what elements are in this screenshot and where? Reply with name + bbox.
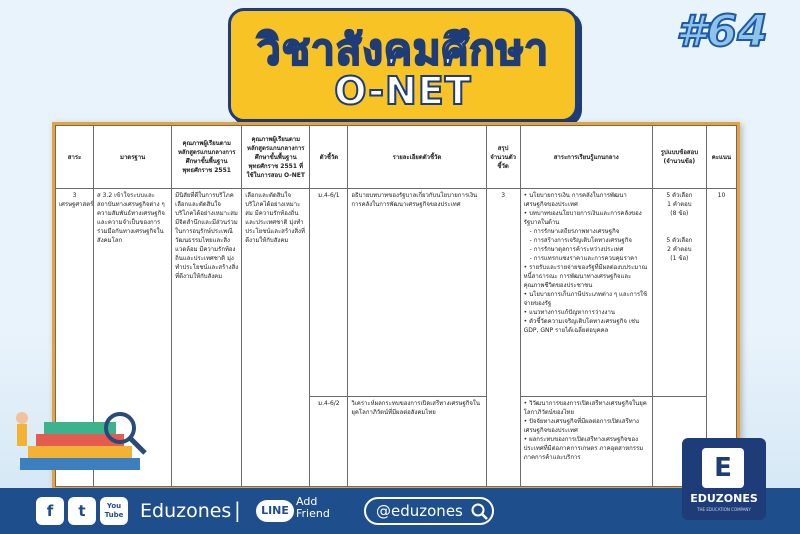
col-header: มาตรฐาน <box>94 126 172 189</box>
indicator-detail-cell: อธิบายบทบาทของรัฐบาลเกี่ยวกับนโยบายการเงิน การคลังในการพัฒนาเศรษฐกิจของประเทศ <box>348 189 486 397</box>
col-header: สาระ <box>56 126 94 189</box>
content-item: • ตัวชี้วัดความเจริญเติบโตทางเศรษฐกิจ เช่น GDP, GNP รายได้เฉลี่ยต่อบุคคล <box>523 318 640 334</box>
strand-cell: 3 เศรษฐศาสตร์ <box>56 189 94 487</box>
indicator-cell: ม.4-6/1 <box>310 189 348 397</box>
content-item: • ผลกระทบของการเปิดเสรีทางเศรษฐกิจของประเทศที่มีต่อภาคการเกษตร ภาคอุตสาหกรรม ภาคการค้าและบริการ <box>523 436 644 461</box>
youtube-icon[interactable]: You Tube <box>100 497 128 525</box>
standard-cell: ส 3.2 เข้าใจระบบและสถาบันทางเศรษฐกิจต่าง ๆ ความสัมพันธ์ทางเศรษฐกิจ และความจำเป็นของการร่วมมือกันทางเศรษฐกิจในสังคมโลก <box>94 189 172 487</box>
footer-separator: | <box>234 498 241 522</box>
quality-cell: มีนิสัยที่ดีในการบริโภค เลือกและตัดสินใจบริโภคได้อย่างเหมาะสม มีจิตสำนึกและมีส่วนร่วมในการอนุรักษ์ประเพณีวัฒนธรรมไทยและสิ่งแวดล้อม มีความรักท้องถิ่นและประเทศชาติ มุ่งทำประโยชน์และสร้างสิ่งที่ดีงามให้กับสังคม <box>172 189 242 487</box>
add-friend-line: Friend <box>296 507 330 520</box>
book-icon <box>20 458 140 470</box>
add-friend-label[interactable] <box>296 496 330 520</box>
logo-name: EDUZONES <box>690 492 758 505</box>
col-header: รายละเอียดตัวชี้วัด <box>348 126 486 189</box>
core-content-cell <box>520 397 652 487</box>
exam-format-cell <box>652 189 706 397</box>
add-friend-line: Add <box>296 495 318 508</box>
col-header: คะแนน <box>706 126 736 189</box>
format-line: 1 คำตอบ <box>667 201 692 208</box>
facebook-icon[interactable]: f <box>36 497 64 525</box>
summary-count-cell: 3 <box>486 189 520 487</box>
title-line-2: O-NET <box>334 69 472 113</box>
content-item: • บทบาทของนโยบายการเงินและการคลังของรัฐบาลในด้าน <box>523 210 642 226</box>
logo-letter: E <box>702 448 744 488</box>
core-content-cell <box>520 189 652 397</box>
content-item: • นโยบายการเงิน การคลังในการพัฒนาเศรษฐกิจของประเทศ <box>523 192 627 208</box>
table-row <box>56 189 737 397</box>
col-header: สรุปจำนวนตัวชี้วัด <box>486 126 520 189</box>
col-header: คุณภาพผู้เรียนตามหลักสูตรแกนกลางการศึกษาขั้นพื้นฐาน พุทธศักราช 2551 ที่ใช้ในการสอบ O-NET <box>242 126 310 189</box>
logo-tagline: THE EDUCATION COMPANY <box>697 507 751 512</box>
content-item: • รายรับและรายจ่ายของรัฐที่มีผลต่องบประมาณ หนี้สาธารณะ การพัฒนาทางเศรษฐกิจและคุณภาพชีวิตของประชาชน <box>523 264 648 289</box>
title-line-1: วิชาสังคมศึกษา <box>257 25 549 74</box>
search-icon[interactable] <box>470 502 490 520</box>
indicator-detail-cell: วิเคราะห์ผลกระทบของการเปิดเสรีทางเศรษฐกิจในยุคโลกาภิวัตน์ที่มีผลต่อสังคมไทย <box>348 397 486 487</box>
score-cell: 10 <box>706 189 736 487</box>
line-icon[interactable]: LINE <box>256 500 294 522</box>
person-body <box>17 424 27 446</box>
eduzones-logo <box>682 438 766 520</box>
book-icon <box>28 446 132 458</box>
col-header: สาระการเรียนรู้แกนกลาง <box>520 126 652 189</box>
episode-number: #64 <box>676 6 768 57</box>
col-header: รูปแบบข้อสอบ (จำนวนข้อ) <box>652 126 706 189</box>
format-line: 5 ตัวเลือก <box>666 237 693 244</box>
format-line: 2 คำตอบ <box>667 246 692 253</box>
content-item: - การรักษาดุลการค้าระหว่างประเทศ <box>529 246 624 253</box>
person-icon <box>16 412 28 424</box>
format-line: (1 ข้อ) <box>670 255 689 262</box>
twitter-icon[interactable]: t <box>68 497 96 525</box>
col-header: ตัวชี้วัด <box>310 126 348 189</box>
table-header-row <box>56 126 737 189</box>
content-item: - การรักษาเสถียรภาพทางเศรษฐกิจ <box>529 228 620 235</box>
content-item: • ปัจจัยทางเศรษฐกิจที่มีผลต่อการเปิดเสรีทางเศรษฐกิจของประเทศ <box>523 418 639 434</box>
content-item: • วิวัฒนาการของการเปิดเสรีทางเศรษฐกิจในยุคโลกาภิวัตน์ของไทย <box>523 400 647 416</box>
col-header: คุณภาพผู้เรียนตามหลักสูตรแกนกลางการศึกษาขั้นพื้นฐาน พุทธศักราช 2551 <box>172 126 242 189</box>
title-banner <box>228 8 578 122</box>
footer-brand: Eduzones <box>140 500 232 522</box>
books-illustration <box>0 388 160 488</box>
content-item: • แนวทางการแก้ปัญหาการว่างงาน <box>523 309 615 316</box>
content-item: - การสร้างการเจริญเติบโตทางเศรษฐกิจ <box>529 237 632 244</box>
content-item: • นโยบายการเก็บภาษีประเภทต่าง ๆ และการใช้จ่ายของรัฐ <box>523 291 648 307</box>
format-line: 5 ตัวเลือก <box>666 192 693 199</box>
magnifier-handle <box>130 438 145 453</box>
format-spacer <box>656 218 703 236</box>
quality-onet-cell: เลือกและตัดสินใจบริโภคได้อย่างเหมาะสม มีความรักท้องถิ่นและประเทศชาติ มุ่งทำประโยชน์และสร้างสิ่งที่ดีงามให้กับสังคม <box>242 189 310 487</box>
format-line: (8 ข้อ) <box>670 210 689 217</box>
indicator-cell: ม.4-6/2 <box>310 397 348 487</box>
handle-text: @eduzones <box>376 502 463 520</box>
content-item: - การแทรกแซงราคาและการควบคุมราคา <box>529 255 638 262</box>
